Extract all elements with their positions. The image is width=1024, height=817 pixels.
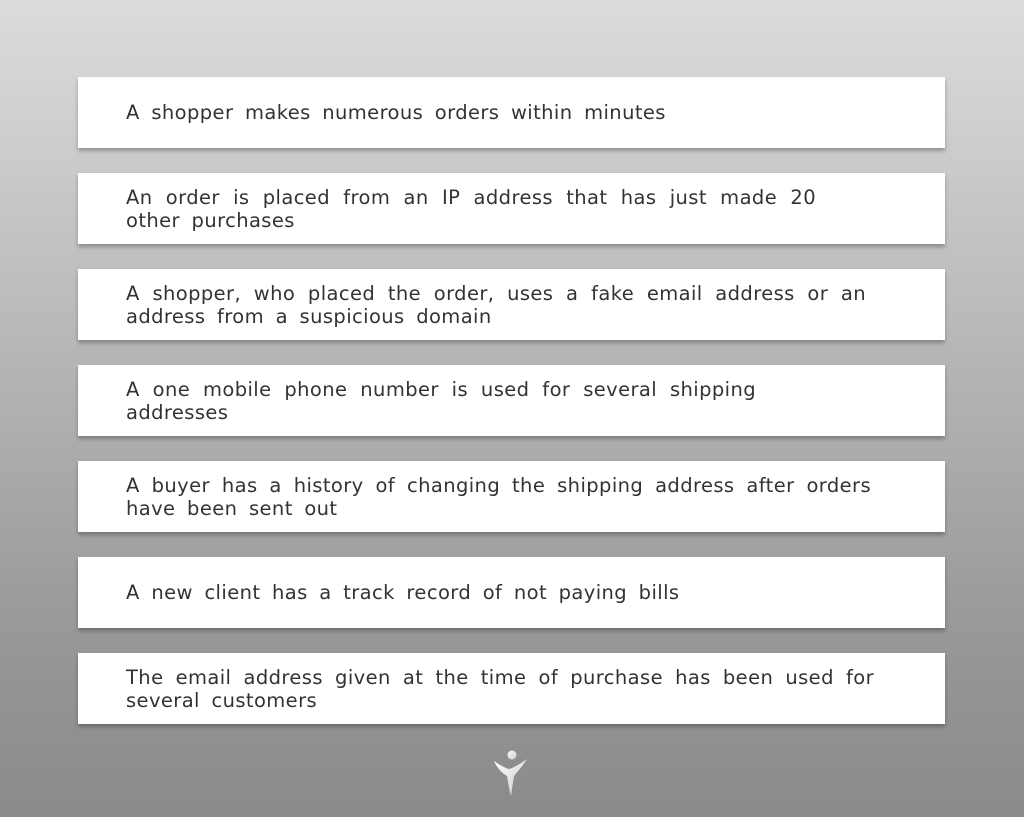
list-item-text: A one mobile phone number is used for several shipping addresses: [126, 377, 756, 424]
list-item-text: A new client has a track record of not paying bills: [126, 581, 680, 604]
list-item: [78, 173, 945, 244]
list-item: [78, 365, 945, 436]
list-item-text: The email address given at the time of purchase has been used for several customers: [126, 665, 874, 712]
list-item-text: A shopper makes numerous orders within minutes: [126, 101, 666, 124]
list-item: [78, 461, 945, 532]
list-item: [78, 557, 945, 628]
list-item: [78, 77, 945, 148]
list-item-text: An order is placed from an IP address that has just made 20 other purchases: [126, 185, 816, 232]
list-item-text: A buyer has a history of changing the shipping address after orders have been sent out: [126, 473, 871, 520]
list-item-text: A shopper, who placed the order, uses a fake email address or an address from a suspicious domain: [126, 281, 866, 328]
list-item: [78, 269, 945, 340]
list-item: [78, 653, 945, 724]
person-figure-logo-icon: [492, 749, 530, 797]
fraud-indicator-list: [78, 77, 945, 749]
